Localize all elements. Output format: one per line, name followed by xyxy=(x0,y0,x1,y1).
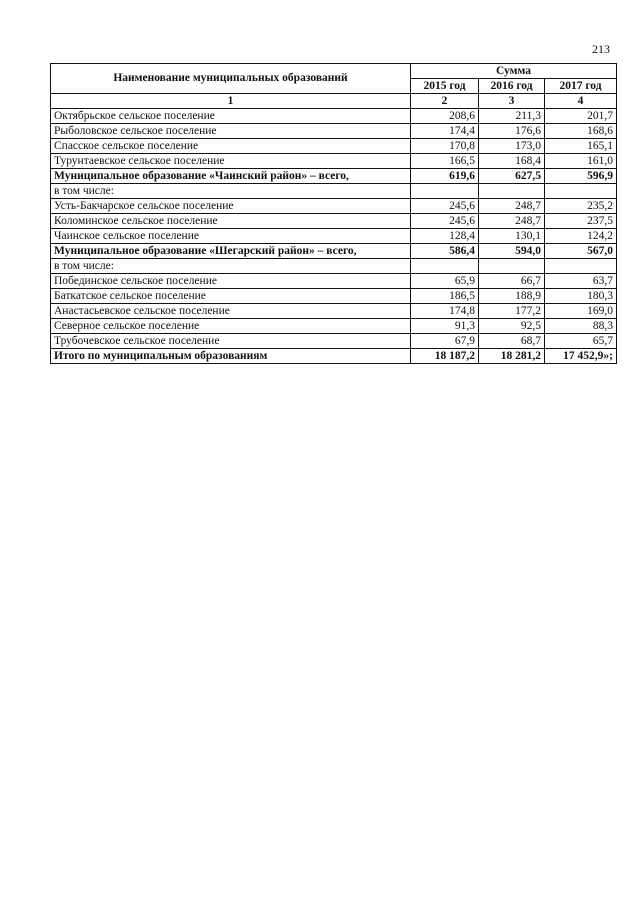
table-row xyxy=(51,259,617,274)
value-cell: 619,6 xyxy=(411,169,479,184)
value-cell: 176,6 xyxy=(479,124,545,139)
value-cell: 586,4 xyxy=(411,244,479,259)
table-row xyxy=(51,274,617,289)
value-cell xyxy=(545,184,617,199)
row-name-cell: Октябрьское сельское поселение xyxy=(51,109,411,124)
value-cell: 245,6 xyxy=(411,199,479,214)
value-cell: 174,4 xyxy=(411,124,479,139)
table-row xyxy=(51,244,617,259)
table-row xyxy=(51,349,617,364)
year-2015-header: 2015 год xyxy=(411,79,479,94)
value-cell: 594,0 xyxy=(479,244,545,259)
table-row xyxy=(51,304,617,319)
table-row xyxy=(51,199,617,214)
value-cell: 168,6 xyxy=(545,124,617,139)
column-index: 1 xyxy=(51,94,411,109)
value-cell: 201,7 xyxy=(545,109,617,124)
value-cell: 248,7 xyxy=(479,214,545,229)
column-index: 2 xyxy=(411,94,479,109)
name-column-header: Наименование муниципальных образований xyxy=(51,64,411,94)
value-cell: 567,0 xyxy=(545,244,617,259)
table-row xyxy=(51,154,617,169)
value-cell xyxy=(479,184,545,199)
sum-column-header: Сумма xyxy=(411,64,617,79)
value-cell: 169,0 xyxy=(545,304,617,319)
table-row xyxy=(51,319,617,334)
row-name-cell: в том числе: xyxy=(51,184,411,199)
header-row-top xyxy=(51,64,617,79)
value-cell: 237,5 xyxy=(545,214,617,229)
row-name-cell: Муниципальное образование «Чаинский район» – всего, xyxy=(51,169,411,184)
table-row xyxy=(51,229,617,244)
column-index: 3 xyxy=(479,94,545,109)
value-cell: 170,8 xyxy=(411,139,479,154)
value-cell: 173,0 xyxy=(479,139,545,154)
table-row xyxy=(51,289,617,304)
value-cell xyxy=(545,259,617,274)
table-row xyxy=(51,124,617,139)
value-cell: 128,4 xyxy=(411,229,479,244)
value-cell: 63,7 xyxy=(545,274,617,289)
table-body xyxy=(51,109,617,364)
value-cell: 245,6 xyxy=(411,214,479,229)
value-cell: 186,5 xyxy=(411,289,479,304)
value-cell: 161,0 xyxy=(545,154,617,169)
value-cell: 88,3 xyxy=(545,319,617,334)
value-cell: 627,5 xyxy=(479,169,545,184)
year-2017-header: 2017 год xyxy=(545,79,617,94)
row-name-cell: Муниципальное образование «Шегарский район» – всего, xyxy=(51,244,411,259)
value-cell: 66,7 xyxy=(479,274,545,289)
value-cell xyxy=(479,259,545,274)
value-cell: 211,3 xyxy=(479,109,545,124)
value-cell: 65,9 xyxy=(411,274,479,289)
row-name-cell: Рыболовское сельское поселение xyxy=(51,124,411,139)
table-row xyxy=(51,109,617,124)
row-name-cell: Спасское сельское поселение xyxy=(51,139,411,154)
value-cell: 208,6 xyxy=(411,109,479,124)
row-name-cell: Коломинское сельское поселение xyxy=(51,214,411,229)
table-row xyxy=(51,334,617,349)
table-row xyxy=(51,169,617,184)
table-row xyxy=(51,214,617,229)
table-row xyxy=(51,139,617,154)
value-cell: 165,1 xyxy=(545,139,617,154)
year-2016-header: 2016 год xyxy=(479,79,545,94)
budget-table xyxy=(50,63,617,364)
value-cell: 124,2 xyxy=(545,229,617,244)
row-name-cell: в том числе: xyxy=(51,259,411,274)
value-cell: 17 452,9»; xyxy=(545,349,617,364)
value-cell: 166,5 xyxy=(411,154,479,169)
table-header xyxy=(51,64,617,109)
header-row-indices xyxy=(51,94,617,109)
value-cell: 91,3 xyxy=(411,319,479,334)
row-name-cell: Трубочевское сельское поселение xyxy=(51,334,411,349)
row-name-cell: Турунтаевское сельское поселение xyxy=(51,154,411,169)
value-cell: 92,5 xyxy=(479,319,545,334)
table-row xyxy=(51,184,617,199)
column-index: 4 xyxy=(545,94,617,109)
value-cell: 18 187,2 xyxy=(411,349,479,364)
value-cell: 174,8 xyxy=(411,304,479,319)
value-cell: 235,2 xyxy=(545,199,617,214)
value-cell: 168,4 xyxy=(479,154,545,169)
row-name-cell: Анастасьевское сельское поселение xyxy=(51,304,411,319)
row-name-cell: Итого по муниципальным образованиям xyxy=(51,349,411,364)
value-cell: 596,9 xyxy=(545,169,617,184)
value-cell xyxy=(411,259,479,274)
value-cell: 65,7 xyxy=(545,334,617,349)
value-cell: 177,2 xyxy=(479,304,545,319)
row-name-cell: Чаинское сельское поселение xyxy=(51,229,411,244)
value-cell: 130,1 xyxy=(479,229,545,244)
value-cell: 248,7 xyxy=(479,199,545,214)
row-name-cell: Баткатское сельское поселение xyxy=(51,289,411,304)
value-cell xyxy=(411,184,479,199)
value-cell: 188,9 xyxy=(479,289,545,304)
value-cell: 68,7 xyxy=(479,334,545,349)
value-cell: 67,9 xyxy=(411,334,479,349)
row-name-cell: Побединское сельское поселение xyxy=(51,274,411,289)
row-name-cell: Усть-Бакчарское сельское поселение xyxy=(51,199,411,214)
value-cell: 180,3 xyxy=(545,289,617,304)
page-number: 213 xyxy=(592,42,610,56)
row-name-cell: Северное сельское поселение xyxy=(51,319,411,334)
value-cell: 18 281,2 xyxy=(479,349,545,364)
